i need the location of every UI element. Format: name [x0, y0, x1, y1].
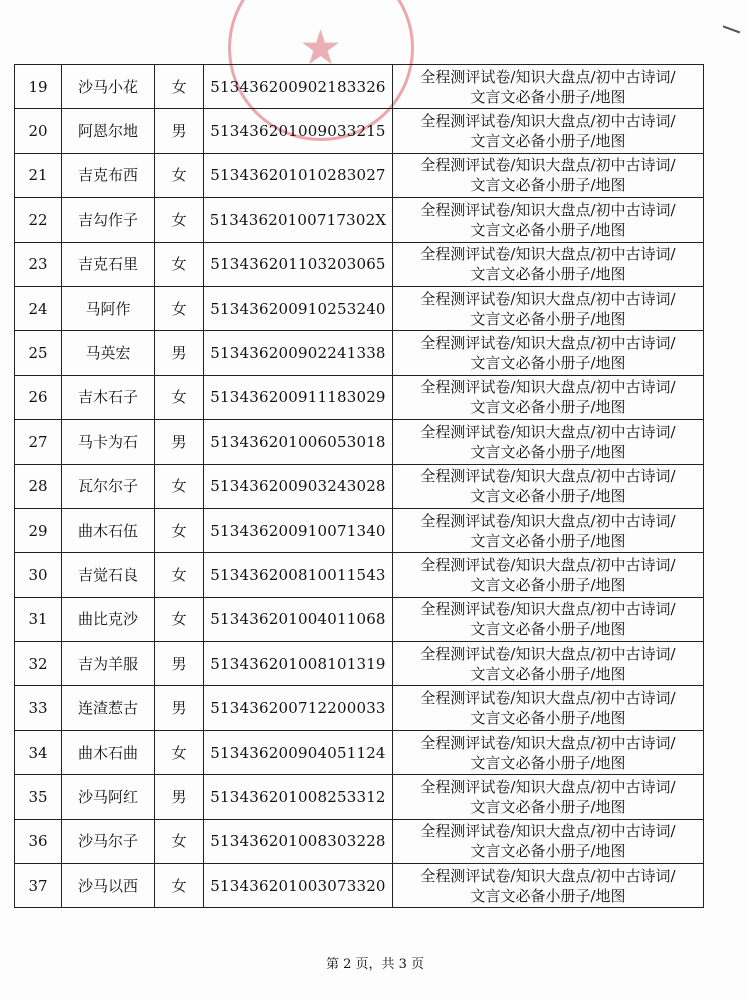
- materials-line-1: 全程测评试卷/知识大盘点/初中古诗词/: [420, 555, 676, 574]
- student-gender: 男: [155, 775, 204, 819]
- materials-cell: [393, 819, 704, 863]
- row-number: 25: [15, 331, 62, 375]
- materials-line-2: 文言文必备小册子/地图: [470, 531, 626, 550]
- student-name: 吉克石里: [62, 242, 155, 286]
- id-number: 513436200902183326: [204, 65, 393, 109]
- materials-line-1: 全程测评试卷/知识大盘点/初中古诗词/: [420, 511, 676, 530]
- materials-cell: [393, 375, 704, 419]
- materials-cell: [393, 420, 704, 464]
- materials-line-1: 全程测评试卷/知识大盘点/初中古诗词/: [420, 467, 676, 486]
- id-number: 513436200712200033: [204, 686, 393, 730]
- student-name: 马卡为石: [62, 420, 155, 464]
- materials-cell: [393, 730, 704, 774]
- student-name: 连渣惹古: [62, 686, 155, 730]
- id-number: 513436200902241338: [204, 331, 393, 375]
- student-name: 吉勾作子: [62, 198, 155, 242]
- row-number: 32: [15, 642, 62, 686]
- materials-line-1: 全程测评试卷/知识大盘点/初中古诗词/: [420, 156, 676, 175]
- row-number: 23: [15, 242, 62, 286]
- table-row: [15, 420, 704, 464]
- id-number: 513436201008253312: [204, 775, 393, 819]
- row-number: 24: [15, 286, 62, 330]
- student-gender: 女: [155, 198, 204, 242]
- student-name: 马阿作: [62, 286, 155, 330]
- id-number: 513436201004011068: [204, 597, 393, 641]
- row-number: 31: [15, 597, 62, 641]
- student-gender: 女: [155, 153, 204, 197]
- materials-line-2: 文言文必备小册子/地图: [470, 87, 626, 106]
- materials-line-2: 文言文必备小册子/地图: [470, 620, 626, 639]
- student-name: 曲木石伍: [62, 508, 155, 552]
- table-row: [15, 508, 704, 552]
- row-number: 35: [15, 775, 62, 819]
- page-footer: 第 2 页，共 3 页: [325, 957, 425, 972]
- table-row: [15, 375, 704, 419]
- id-number: 513436201010283027: [204, 153, 393, 197]
- table-row: [15, 730, 704, 774]
- materials-cell: [393, 331, 704, 375]
- id-number: 513436200904051124: [204, 730, 393, 774]
- table-row: [15, 198, 704, 242]
- student-name: 吉觉石良: [62, 553, 155, 597]
- materials-line-2: 文言文必备小册子/地图: [470, 797, 626, 816]
- materials-line-1: 全程测评试卷/知识大盘点/初中古诗词/: [420, 112, 676, 131]
- materials-line-1: 全程测评试卷/知识大盘点/初中古诗词/: [420, 600, 676, 619]
- student-gender: 男: [155, 642, 204, 686]
- materials-cell: [393, 686, 704, 730]
- materials-line-2: 文言文必备小册子/地图: [470, 354, 626, 373]
- id-number: 513436200910071340: [204, 508, 393, 552]
- materials-cell: [393, 65, 704, 109]
- row-number: 30: [15, 553, 62, 597]
- row-number: 34: [15, 730, 62, 774]
- materials-line-1: 全程测评试卷/知识大盘点/初中古诗词/: [420, 777, 676, 796]
- table-row: [15, 242, 704, 286]
- materials-line-1: 全程测评试卷/知识大盘点/初中古诗词/: [420, 245, 676, 264]
- materials-line-2: 文言文必备小册子/地图: [470, 487, 626, 506]
- materials-line-1: 全程测评试卷/知识大盘点/初中古诗词/: [420, 866, 676, 885]
- table-row: [15, 642, 704, 686]
- materials-line-1: 全程测评试卷/知识大盘点/初中古诗词/: [420, 378, 676, 397]
- materials-cell: [393, 109, 704, 153]
- student-gender: 女: [155, 508, 204, 552]
- student-gender: 女: [155, 730, 204, 774]
- row-number: 28: [15, 464, 62, 508]
- materials-line-1: 全程测评试卷/知识大盘点/初中古诗词/: [420, 200, 676, 219]
- student-gender: 男: [155, 331, 204, 375]
- id-number: 513436201103203065: [204, 242, 393, 286]
- seal-star-icon: ★: [299, 20, 343, 76]
- materials-line-2: 文言文必备小册子/地图: [470, 132, 626, 151]
- materials-line-1: 全程测评试卷/知识大盘点/初中古诗词/: [420, 67, 676, 86]
- materials-line-1: 全程测评试卷/知识大盘点/初中古诗词/: [420, 289, 676, 308]
- materials-cell: [393, 775, 704, 819]
- id-number: 513436201003073320: [204, 864, 393, 908]
- materials-cell: [393, 597, 704, 641]
- student-name: 曲比克沙: [62, 597, 155, 641]
- table-row: [15, 331, 704, 375]
- id-number: 513436201006053018: [204, 420, 393, 464]
- student-gender: 男: [155, 686, 204, 730]
- table-row: [15, 464, 704, 508]
- id-number: 51343620100717302X: [204, 198, 393, 242]
- student-gender: 女: [155, 65, 204, 109]
- materials-line-1: 全程测评试卷/知识大盘点/初中古诗词/: [420, 733, 676, 752]
- row-number: 37: [15, 864, 62, 908]
- row-number: 33: [15, 686, 62, 730]
- materials-cell: [393, 553, 704, 597]
- student-list-table: [14, 64, 704, 908]
- row-number: 27: [15, 420, 62, 464]
- student-gender: 女: [155, 597, 204, 641]
- materials-cell: [393, 508, 704, 552]
- materials-line-1: 全程测评试卷/知识大盘点/初中古诗词/: [420, 689, 676, 708]
- student-gender: 女: [155, 864, 204, 908]
- materials-line-1: 全程测评试卷/知识大盘点/初中古诗词/: [420, 822, 676, 841]
- table-row: [15, 553, 704, 597]
- id-number: 513436200911183029: [204, 375, 393, 419]
- student-gender: 女: [155, 553, 204, 597]
- materials-line-2: 文言文必备小册子/地图: [470, 309, 626, 328]
- row-number: 26: [15, 375, 62, 419]
- student-gender: 男: [155, 109, 204, 153]
- materials-cell: [393, 464, 704, 508]
- student-name: 瓦尔尔子: [62, 464, 155, 508]
- student-name: 阿恩尔地: [62, 109, 155, 153]
- materials-line-2: 文言文必备小册子/地图: [470, 575, 626, 594]
- row-number: 22: [15, 198, 62, 242]
- table-row: [15, 597, 704, 641]
- scan-mark: [718, 25, 740, 46]
- student-name: 吉为羊服: [62, 642, 155, 686]
- table-row: [15, 153, 704, 197]
- student-name: 吉木石子: [62, 375, 155, 419]
- student-gender: 女: [155, 286, 204, 330]
- id-number: 513436201008303228: [204, 819, 393, 863]
- table-row: [15, 286, 704, 330]
- student-gender: 女: [155, 464, 204, 508]
- id-number: 513436201009033215: [204, 109, 393, 153]
- student-gender: 男: [155, 420, 204, 464]
- table-body: [15, 65, 704, 908]
- materials-line-2: 文言文必备小册子/地图: [470, 664, 626, 683]
- student-name: 沙马小花: [62, 65, 155, 109]
- table-row: [15, 819, 704, 863]
- table-row: [15, 109, 704, 153]
- materials-line-2: 文言文必备小册子/地图: [470, 398, 626, 417]
- row-number: 29: [15, 508, 62, 552]
- student-name: 沙马以西: [62, 864, 155, 908]
- materials-line-2: 文言文必备小册子/地图: [470, 265, 626, 284]
- id-number: 513436200910253240: [204, 286, 393, 330]
- student-name: 曲木石曲: [62, 730, 155, 774]
- student-name: 沙马阿红: [62, 775, 155, 819]
- materials-line-2: 文言文必备小册子/地图: [470, 753, 626, 772]
- materials-line-1: 全程测评试卷/知识大盘点/初中古诗词/: [420, 644, 676, 663]
- student-gender: 女: [155, 819, 204, 863]
- table-row: [15, 864, 704, 908]
- materials-line-2: 文言文必备小册子/地图: [470, 886, 626, 905]
- materials-cell: [393, 286, 704, 330]
- table-row: [15, 686, 704, 730]
- materials-cell: [393, 198, 704, 242]
- table-row: [15, 65, 704, 109]
- materials-cell: [393, 242, 704, 286]
- id-number: 513436201008101319: [204, 642, 393, 686]
- materials-cell: [393, 642, 704, 686]
- student-name: 马英宏: [62, 331, 155, 375]
- materials-line-2: 文言文必备小册子/地图: [470, 220, 626, 239]
- materials-line-2: 文言文必备小册子/地图: [470, 709, 626, 728]
- student-gender: 女: [155, 375, 204, 419]
- materials-line-2: 文言文必备小册子/地图: [470, 176, 626, 195]
- id-number: 513436200810011543: [204, 553, 393, 597]
- materials-line-1: 全程测评试卷/知识大盘点/初中古诗词/: [420, 334, 676, 353]
- materials-cell: [393, 153, 704, 197]
- row-number: 19: [15, 65, 62, 109]
- row-number: 20: [15, 109, 62, 153]
- materials-cell: [393, 864, 704, 908]
- student-name: 沙马尔子: [62, 819, 155, 863]
- materials-line-2: 文言文必备小册子/地图: [470, 442, 626, 461]
- table-row: [15, 775, 704, 819]
- materials-line-1: 全程测评试卷/知识大盘点/初中古诗词/: [420, 422, 676, 441]
- materials-line-2: 文言文必备小册子/地图: [470, 842, 626, 861]
- student-name: 吉克布西: [62, 153, 155, 197]
- row-number: 21: [15, 153, 62, 197]
- id-number: 513436200903243028: [204, 464, 393, 508]
- row-number: 36: [15, 819, 62, 863]
- student-gender: 女: [155, 242, 204, 286]
